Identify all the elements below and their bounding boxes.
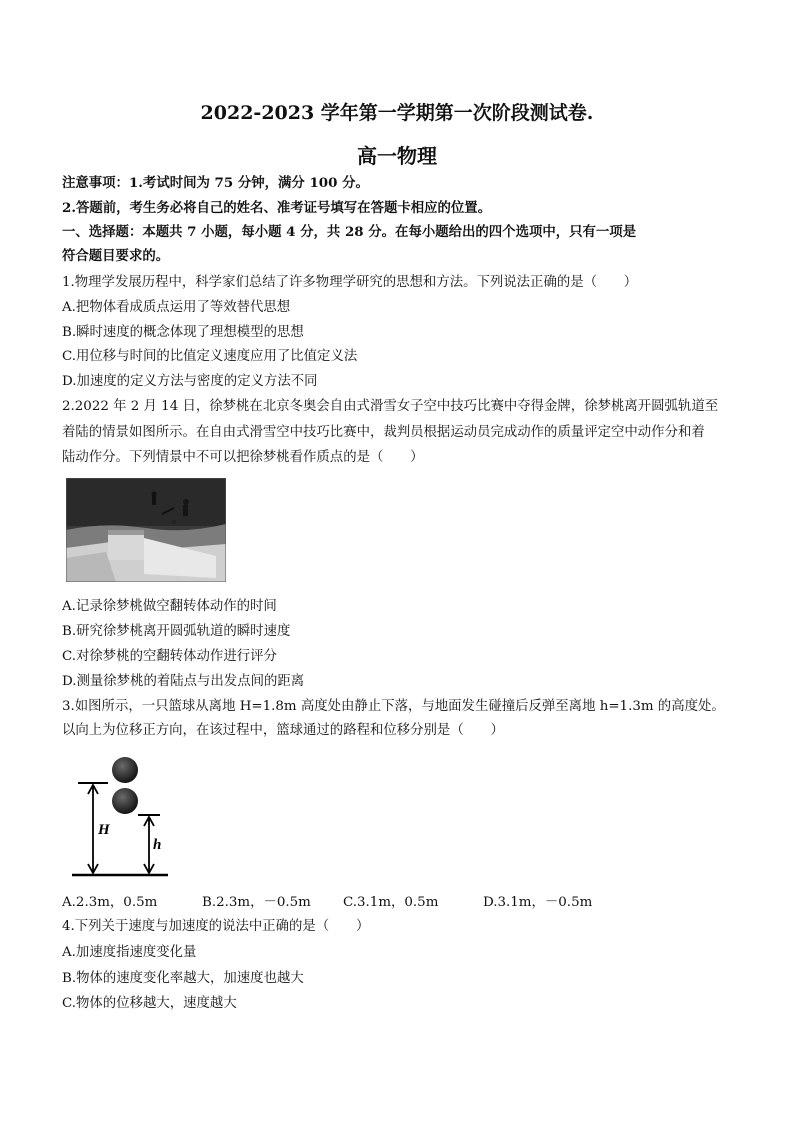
q4-stem: 4.下列关于速度与加速度的说法中正确的是（ ） (62, 919, 370, 934)
q3-stem-line-1: 3.如图所示，一只篮球从离地 H=1.8m 高度处由静止下落，与地面发生碰撞后反弹至离地 h=1.3m 的高度处。 (62, 699, 725, 714)
q3-option-a: A.2.3m，0.5m (62, 895, 158, 910)
q2-stem-line-2: 着陆的情景如图所示。在自由式滑雪空中技巧比赛中，裁判员根据运动员完成动作的质量评定空中动作分和着 (62, 425, 705, 440)
exam-title: 2022-2023 学年第一学期第一次阶段测试卷. (200, 102, 594, 124)
q3-option-d: D.3.1m，－0.5m (483, 895, 593, 910)
basketball-diagram (72, 752, 172, 884)
label-H: H (98, 822, 110, 838)
q3-option-b: B.2.3m，－0.5m (202, 895, 311, 910)
q3-options-row (62, 894, 762, 912)
q1-option-c: C.用位移与时间的比值定义速度应用了比值定义法 (62, 349, 358, 364)
q1-option-b: B.瞬时速度的概念体现了理想模型的思想 (62, 325, 304, 340)
q1-option-a: A.把物体看成质点运用了等效替代思想 (62, 300, 291, 315)
q2-option-b: B.研究徐梦桃离开圆弧轨道的瞬时速度 (62, 624, 291, 639)
exam-subject: 高一物理 (357, 144, 437, 168)
q1-stem: 1.物理学发展历程中，科学家们总结了许多物理学研究的思想和方法。下列说法正确的是（ ） (62, 275, 638, 290)
label-h: h (153, 837, 162, 853)
section-heading-line-2: 符合题目要求的。 (62, 248, 170, 264)
q2-stem-line-1: 2.2022 年 2 月 14 日，徐梦桃在北京冬奥会自由式滑雪女子空中技巧比赛中夺得金牌，徐梦桃离开圆弧轨道至 (62, 399, 719, 414)
q3-stem-line-2: 以向上为位移正方向，在该过程中，篮球通过的路程和位移分别是（ ） (62, 723, 504, 738)
q3-option-c: C.3.1m，0.5m (343, 895, 439, 910)
q2-option-c: C.对徐梦桃的空翻转体动作进行评分 (62, 649, 277, 664)
section-heading-line-1: 一、选择题：本题共 7 小题，每小题 4 分，共 28 分。在每小题给出的四个选项中，只有一项是 (62, 224, 637, 240)
q2-option-a: A.记录徐梦桃做空翻转体动作的时间 (62, 599, 277, 614)
q4-option-a: A.加速度指速度变化量 (62, 945, 197, 960)
notes-line-2: 2.答题前，考生务必将自己的姓名、准考证号填写在答题卡相应的位置。 (62, 200, 492, 216)
q1-option-d: D.加速度的定义方法与密度的定义方法不同 (62, 374, 318, 389)
notes-line-1: 注意事项：1.考试时间为 75 分钟，满分 100 分。 (62, 175, 369, 191)
q4-option-b: B.物体的速度变化率越大，加速度也越大 (62, 971, 304, 986)
ball-top (112, 757, 138, 783)
ski-jump-photo (66, 478, 226, 582)
q2-stem-line-3: 陆动作分。下列情景中不可以把徐梦桃看作质点的是（ ） (62, 450, 424, 465)
q4-option-c: C.物体的位移越大，速度越大 (62, 996, 237, 1011)
q2-option-d: D.测量徐梦桃的着陆点与出发点间的距离 (62, 674, 305, 689)
ball-bottom (112, 788, 138, 814)
